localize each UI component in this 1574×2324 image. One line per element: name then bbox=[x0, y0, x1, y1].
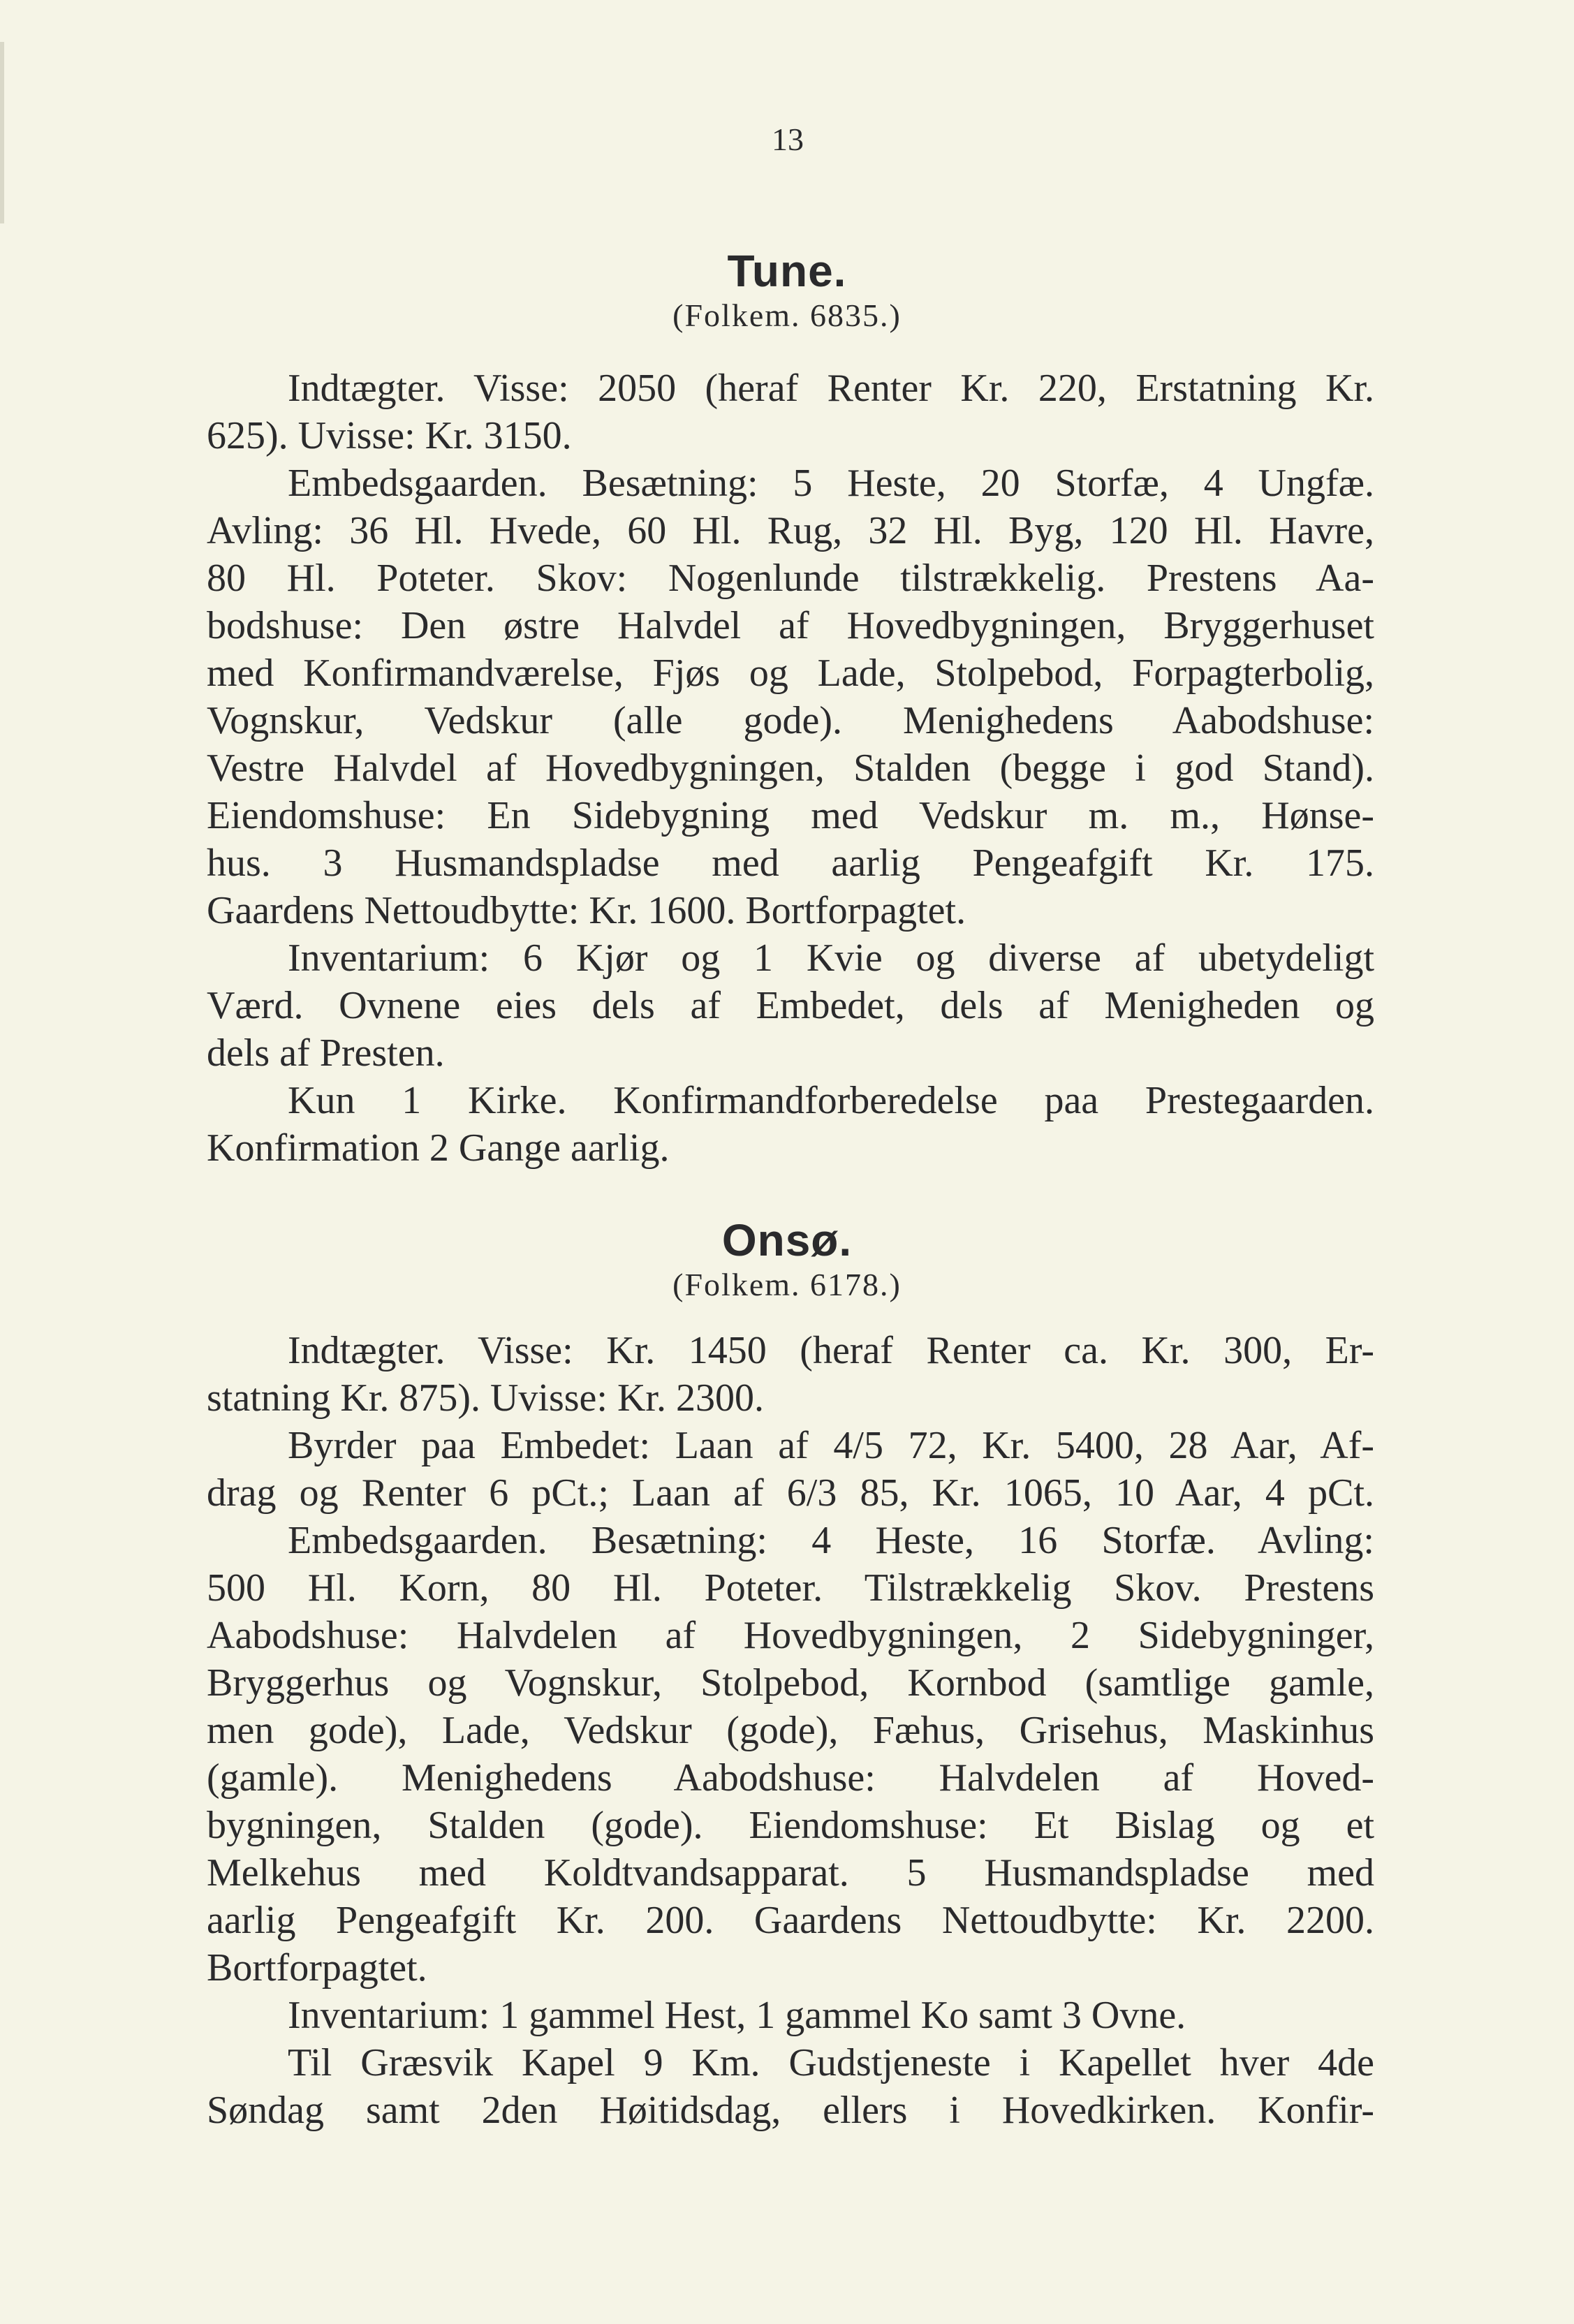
text-line: aarlig Pengeafgift Kr. 200. Gaardens Nettoudbytte: Kr. 2200. bbox=[207, 1899, 1374, 1942]
text-line: Byrder paa Embedet: Laan af 4/5 72, Kr. 5400, 28 Aar, Af- bbox=[288, 1424, 1374, 1467]
text-line: Bortforpagtet. bbox=[207, 1946, 427, 1990]
section-body-onso bbox=[207, 1327, 1374, 2134]
text-line: Vestre Halvdel af Hovedbygningen, Stalden (begge i god Stand). bbox=[207, 747, 1374, 790]
page-number: 13 bbox=[772, 122, 804, 157]
text-line: Eiendomshuse: En Sidebygning med Vedskur m. m., Hønse- bbox=[207, 794, 1374, 837]
text-line: hus. 3 Husmandspladse med aarlig Pengeafgift Kr. 175. bbox=[207, 841, 1374, 885]
section-title-onso: Onsø. bbox=[721, 1215, 853, 1265]
text-line: Gaardens Nettoudbytte: Kr. 1600. Bortforpagtet. bbox=[207, 889, 966, 932]
text-line: Værd. Ovnene eies dels af Embedet, dels af Menigheden og bbox=[207, 984, 1374, 1027]
text-line: Inventarium: 6 Kjør og 1 Kvie og diverse af ubetydeligt bbox=[288, 936, 1374, 980]
text-line: men gode), Lade, Vedskur (gode), Fæhus, Grisehus, Maskinhus bbox=[207, 1709, 1374, 1752]
text-line: Konfirmation 2 Gange aarlig. bbox=[207, 1126, 670, 1170]
text-line: statning Kr. 875). Uvisse: Kr. 2300. bbox=[207, 1376, 764, 1420]
text-line: Aabodshuse: Halvdelen af Hovedbygningen, 2 Sidebygninger, bbox=[207, 1614, 1374, 1657]
text-line: drag og Renter 6 pCt.; Laan af 6/3 85, Kr. 1065, 10 Aar, 4 pCt. bbox=[207, 1471, 1374, 1515]
text-line: med Konfirmandværelse, Fjøs og Lade, Stolpebod, Forpagterbolig, bbox=[207, 652, 1374, 695]
text-line: bodshuse: Den østre Halvdel af Hovedbygningen, Bryggerhuset bbox=[207, 604, 1374, 647]
text-line: Inventarium: 1 gammel Hest, 1 gammel Ko samt 3 Ovne. bbox=[288, 1994, 1186, 2037]
text-line: dels af Presten. bbox=[207, 1031, 445, 1075]
population-onso: (Folkem. 6178.) bbox=[672, 1267, 902, 1302]
text-line: Avling: 36 Hl. Hvede, 60 Hl. Rug, 32 Hl. Byg, 120 Hl. Havre, bbox=[207, 509, 1374, 552]
text-line: Vognskur, Vedskur (alle gode). Menighedens Aabodshuse: bbox=[207, 699, 1374, 742]
text-line: 625). Uvisse: Kr. 3150. bbox=[207, 414, 572, 457]
section-title-tune: Tune. bbox=[727, 246, 847, 296]
text-line: Kun 1 Kirke. Konfirmandforberedelse paa Prestegaarden. bbox=[288, 1079, 1374, 1122]
text-line: Embedsgaarden. Besætning: 5 Heste, 20 Storfæ, 4 Ungfæ. bbox=[288, 462, 1374, 505]
section-body-tune bbox=[207, 365, 1374, 1172]
population-tune: (Folkem. 6835.) bbox=[672, 297, 902, 333]
text-line: Til Græsvik Kapel 9 Km. Gudstjeneste i Kapellet hver 4de bbox=[288, 2041, 1374, 2084]
text-line: Søndag samt 2den Høitidsdag, ellers i Hovedkirken. Konfir- bbox=[207, 2089, 1374, 2132]
page-edge-shadow bbox=[0, 42, 4, 223]
text-line: Melkehus med Koldtvandsapparat. 5 Husmandspladse med bbox=[207, 1851, 1374, 1895]
text-line: 80 Hl. Poteter. Skov: Nogenlunde tilstrækkelig. Prestens Aa- bbox=[207, 557, 1374, 600]
text-line: Embedsgaarden. Besætning: 4 Heste, 16 Storfæ. Avling: bbox=[288, 1519, 1374, 1562]
text-line: (gamle). Menighedens Aabodshuse: Halvdelen af Hoved- bbox=[207, 1756, 1374, 1800]
text-line: Indtægter. Visse: 2050 (heraf Renter Kr. 220, Erstatning Kr. bbox=[288, 367, 1374, 410]
text-line: bygningen, Stalden (gode). Eiendomshuse: Et Bislag og et bbox=[207, 1804, 1374, 1847]
text-line: Bryggerhus og Vognskur, Stolpebod, Kornbod (samtlige gamle, bbox=[207, 1661, 1374, 1705]
text-line: 500 Hl. Korn, 80 Hl. Poteter. Tilstrækkelig Skov. Prestens bbox=[207, 1566, 1374, 1610]
text-line: Indtægter. Visse: Kr. 1450 (heraf Renter ca. Kr. 300, Er- bbox=[288, 1329, 1374, 1372]
